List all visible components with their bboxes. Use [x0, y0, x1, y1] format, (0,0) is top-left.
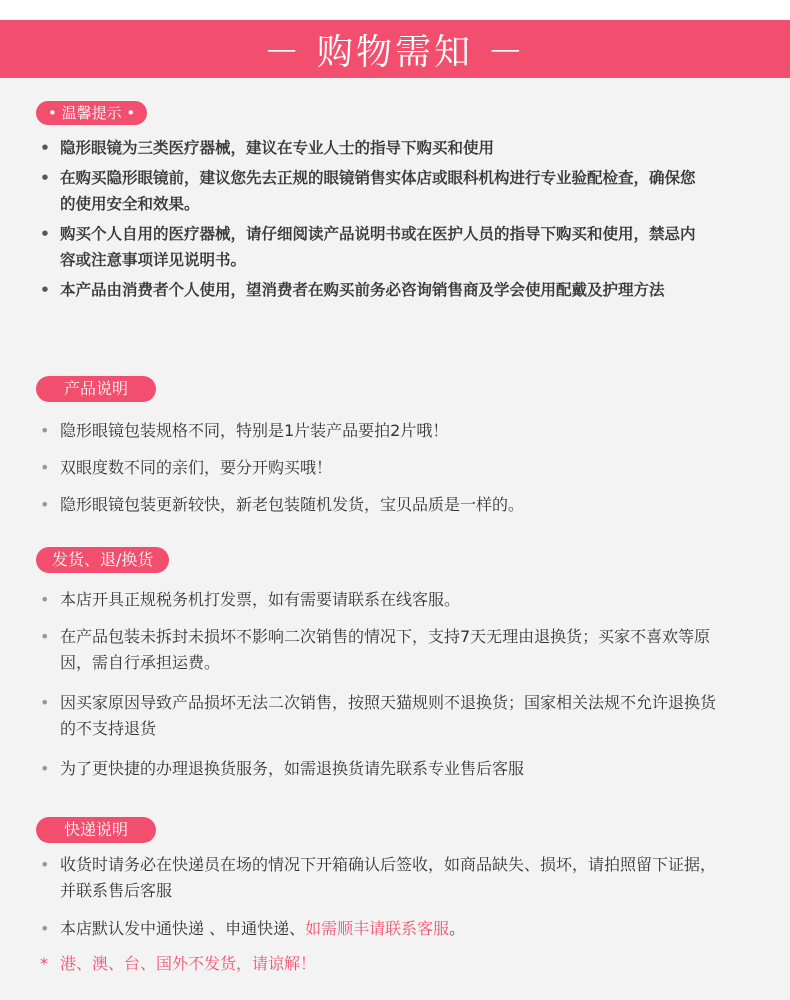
tips-list: [40, 135, 700, 303]
product-label: 产品说明: [36, 376, 156, 402]
list-item: • 收货时请务必在快递员在场的情况下开箱确认后签收，如商品缺失、损坏，请拍照留下证据，并联系售后客服: [40, 852, 720, 904]
bullet-icon: •: [40, 590, 50, 609]
list-item: • 在购买隐形眼镜前，建议您先去正规的眼镜销售实体店或眼科机构进行专业验配检查，确保您的使用安全和效果。: [40, 165, 700, 217]
bullet-icon: •: [40, 225, 50, 243]
bullet-icon: •: [40, 919, 50, 938]
sf-express-note: 如需顺丰请联系客服: [305, 919, 450, 938]
bullet-icon: •: [40, 139, 50, 157]
list-item: • 本产品由消费者个人使用，望消费者在购买前务必咨询销售商及学会使用配戴及护理方法: [40, 277, 700, 303]
returns-list: [40, 587, 720, 782]
asterisk-icon: *: [40, 954, 48, 973]
list-item: • 隐形眼镜为三类医疗器械，建议在专业人士的指导下购买和使用: [40, 135, 700, 161]
list-item: • 隐形眼镜包装规格不同，特别是1片装产品要拍2片哦！: [40, 418, 750, 444]
list-item: • 为了更快捷的办理退换货服务，如需退换货请先联系专业售后客服: [40, 756, 720, 782]
bullet-icon: •: [40, 627, 50, 646]
tips-label: • 温馨提示 •: [36, 101, 147, 125]
bullet-icon: •: [40, 693, 50, 712]
returns-label: 发货、退/换货: [36, 547, 169, 573]
bullet-icon: •: [40, 855, 50, 874]
list-item: • 隐形眼镜包装更新较快，新老包装随机发货，宝贝品质是一样的。: [40, 492, 750, 518]
shipping-warning: * 港、澳、台、国外不发货，请谅解！: [40, 951, 316, 977]
top-strip: [0, 0, 790, 20]
list-item: • 在产品包装未拆封未损坏不影响二次销售的情况下，支持7天无理由退换货；买家不喜欢等原因，需自行承担运费。: [40, 624, 720, 676]
product-list: [40, 418, 750, 518]
list-item: • 因买家原因导致产品损坏无法二次销售，按照天猫规则不退换货；国家相关法规不允许退换货的不支持退货: [40, 690, 720, 742]
list-item: • 本店开具正规税务机打发票，如有需要请联系在线客服。: [40, 587, 720, 613]
bullet-icon: •: [40, 281, 50, 299]
bullet-icon: •: [40, 458, 50, 477]
bullet-icon: •: [40, 759, 50, 778]
bullet-icon: •: [40, 169, 50, 187]
list-item: • 购买个人自用的医疗器械，请仔细阅读产品说明书或在医护人员的指导下购买和使用，禁忌内容或注意事项详见说明书。: [40, 221, 700, 273]
list-item: • 双眼度数不同的亲们，要分开购买哦！: [40, 455, 750, 481]
page-title: － 购物需知 －: [0, 20, 790, 78]
list-item: • 本店默认发中通快递 、申通快递、如需顺丰请联系客服。: [40, 916, 720, 942]
bullet-icon: •: [40, 421, 50, 440]
shipping-label: 快递说明: [36, 817, 156, 843]
shipping-list: [40, 852, 720, 942]
bullet-icon: •: [40, 495, 50, 514]
